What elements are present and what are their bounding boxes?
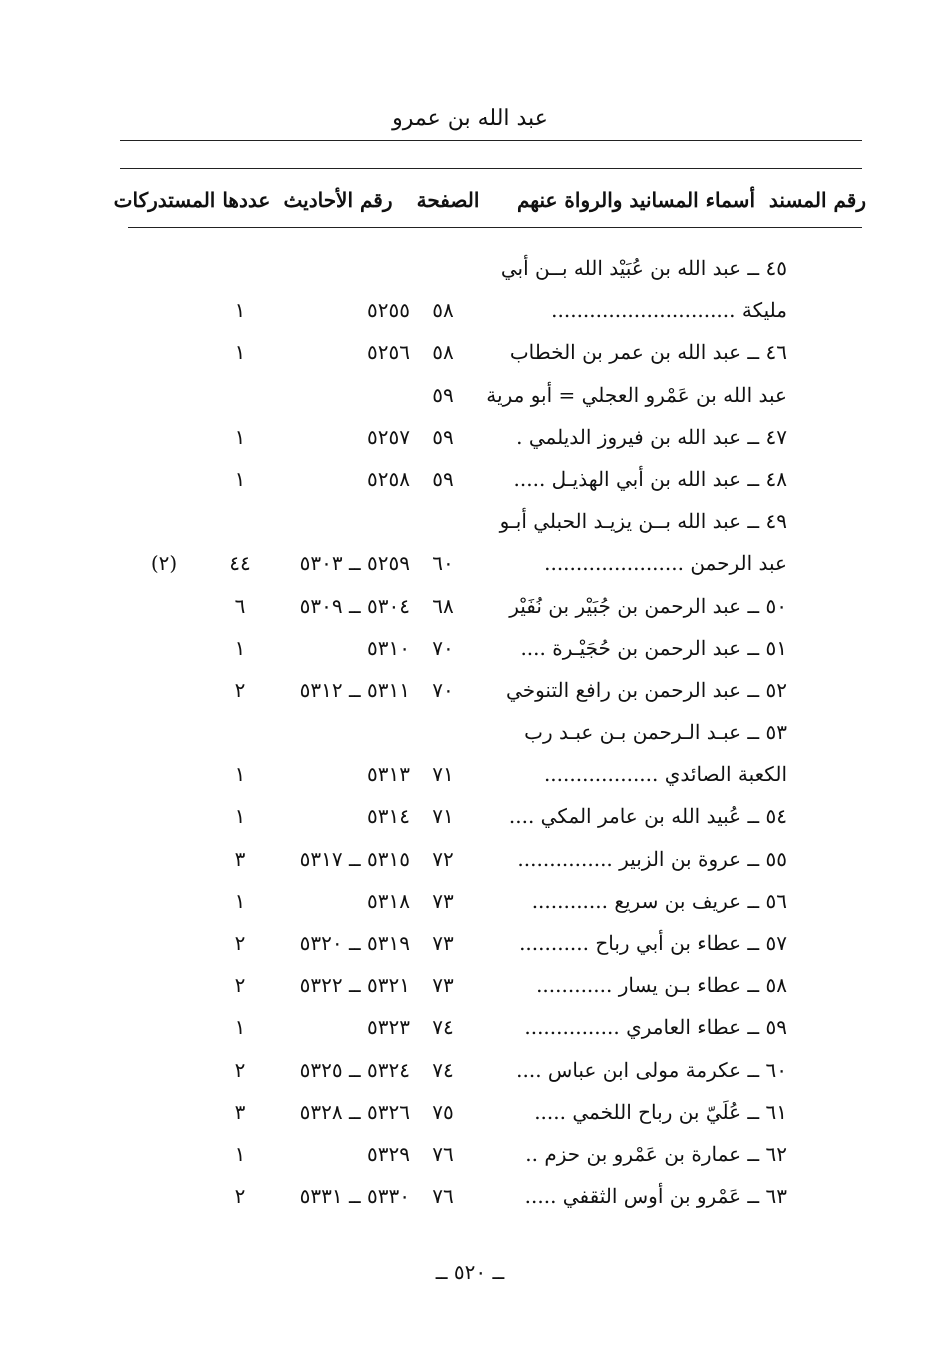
header-rule-bottom xyxy=(120,168,862,169)
table-row xyxy=(0,248,940,290)
row-hadith-numbers: ٥٣١٥ ــ ٥٣١٧ xyxy=(299,846,410,871)
column-header-count-mustadrakat: عددها المستدركات xyxy=(113,188,271,212)
table-row xyxy=(0,417,940,459)
row-name: ٤٧ ــ عبد الله بن فيروز الديلمي . xyxy=(516,424,787,449)
table-row xyxy=(0,459,940,501)
row-page: ٧٤ xyxy=(432,1015,454,1040)
row-count: ٢ xyxy=(234,1184,246,1209)
row-count: ١ xyxy=(234,466,246,491)
row-name: ٥١ ــ عبد الرحمن بن حُجَيْـرة .... xyxy=(520,635,787,660)
row-page: ٥٩ xyxy=(432,466,454,491)
row-name: ٤٥ ــ عبد الله بن عُبَيْد الله بــن أبي xyxy=(500,256,787,280)
row-name: عبد الله بن عَمْرو العجلي = أبو مرية xyxy=(486,382,787,407)
table-row xyxy=(0,290,940,332)
row-name: ٦٣ ــ عَمْرو بن أوس الثقفي ..... xyxy=(524,1184,787,1209)
table-row xyxy=(0,1050,940,1092)
table-row xyxy=(0,332,940,374)
row-name: ٤٨ ــ عبد الله بن أبي الهذيـل ..... xyxy=(513,466,787,491)
table-row xyxy=(0,839,940,881)
row-hadith-numbers: ٥٣٢١ ــ ٥٣٢٢ xyxy=(299,973,410,998)
row-hadith-numbers: ٥٣١٣ xyxy=(367,762,410,787)
row-page: ٧٥ xyxy=(432,1099,454,1124)
row-name: ٥٦ ــ عريف بن سريع ............ xyxy=(531,888,787,913)
table-row xyxy=(0,375,940,417)
row-hadith-numbers: ٥٣١٨ xyxy=(367,888,410,913)
row-hadith-numbers: ٥٣١١ ــ ٥٣١٢ xyxy=(299,677,410,702)
table-row xyxy=(0,543,940,585)
row-hadith-numbers: ٥٢٥٧ xyxy=(367,424,410,449)
row-page: ٥٨ xyxy=(432,340,454,365)
row-hadith-numbers: ٥٣٠٤ ــ ٥٣٠٩ xyxy=(299,593,410,618)
row-page: ٧٤ xyxy=(432,1057,454,1082)
page-number: ــ ٥٢٠ ــ xyxy=(435,1260,505,1284)
row-count: ٦ xyxy=(234,593,246,618)
row-count: ١ xyxy=(234,762,246,787)
row-hadith-numbers: ٥٢٥٩ ــ ٥٣٠٣ xyxy=(299,551,410,576)
row-name: ٦٠ ــ عكرمة مولى ابن عباس .... xyxy=(516,1057,787,1082)
row-page: ٧٣ xyxy=(432,931,454,955)
page-title: عبد الله بن عمرو xyxy=(392,106,548,131)
row-page: ٧٣ xyxy=(432,973,454,998)
row-name: ٥٤ ــ عُبيد الله بن عامر المكي .... xyxy=(508,804,787,829)
row-hadith-numbers: ٥٢٥٥ xyxy=(367,298,410,323)
column-header-musnad-no: رقم المسند xyxy=(768,188,866,212)
row-mustadrakat: (٢) xyxy=(150,551,178,576)
row-page: ٧٦ xyxy=(432,1141,454,1166)
row-hadith-numbers: ٥٢٥٨ xyxy=(367,466,410,491)
row-page: ٥٩ xyxy=(432,382,454,407)
row-hadith-numbers: ٥٢٥٦ xyxy=(367,340,410,365)
row-name: عبد الرحمن ...................... xyxy=(544,551,787,576)
table-row xyxy=(0,670,940,712)
column-header-hadith-numbers: رقم الأحاديث xyxy=(283,188,393,212)
table-row xyxy=(0,923,940,965)
column-header-names: أسماء المسانيد والرواة عنهم xyxy=(516,188,755,212)
table-row xyxy=(0,501,940,543)
row-hadith-numbers: ٥٣١٠ xyxy=(367,635,410,660)
row-hadith-numbers: ٥٣١٩ ــ ٥٣٢٠ xyxy=(299,931,410,955)
row-name: ٥٣ ــ عبـد الـرحمن بـن عبـد رب xyxy=(524,720,787,745)
row-name: ٥٠ ــ عبد الرحمن بن جُبَيْر بن نُفَيْر xyxy=(509,593,787,618)
column-header-page: الصفحة xyxy=(416,188,480,212)
table-row xyxy=(0,1176,940,1218)
row-name: ٦٢ ــ عمارة بن عَمْرو بن حزم .. xyxy=(525,1141,787,1166)
row-page: ٧٦ xyxy=(432,1184,454,1209)
row-name: ٥٥ ــ عروة بن الزبير ............... xyxy=(517,846,787,871)
table-row xyxy=(0,628,940,670)
column-header-rule xyxy=(128,227,862,228)
table-row xyxy=(0,965,940,1007)
row-hadith-numbers: ٥٣٢٦ ــ ٥٣٢٨ xyxy=(299,1099,410,1124)
row-page: ٧٢ xyxy=(432,846,454,871)
row-page: ٦٠ xyxy=(432,551,454,576)
row-name: ٤٦ ــ عبد الله بن عمر بن الخطاب xyxy=(509,340,787,365)
row-count: ١ xyxy=(234,1015,246,1040)
row-name: ٥٢ ــ عبد الرحمن بن رافع التنوخي xyxy=(506,677,787,702)
table-row xyxy=(0,586,940,628)
row-hadith-numbers: ٥٣٢٤ ــ ٥٣٢٥ xyxy=(299,1057,410,1082)
row-count: ٢ xyxy=(234,677,246,702)
row-name: ٥٧ ــ عطاء بن أبي رباح ........... xyxy=(519,931,787,955)
row-page: ٥٨ xyxy=(432,298,454,323)
row-page: ٧٠ xyxy=(432,677,454,702)
row-count: ١ xyxy=(234,340,246,365)
table-row xyxy=(0,712,940,754)
row-page: ٦٨ xyxy=(432,593,454,618)
row-page: ٧٠ xyxy=(432,635,454,660)
table-row xyxy=(0,796,940,838)
row-count: ١ xyxy=(234,888,246,913)
table-row xyxy=(0,1134,940,1176)
row-count: ٢ xyxy=(234,1057,246,1082)
row-name: مليكة ............................. xyxy=(551,298,787,323)
row-page: ٧٣ xyxy=(432,888,454,913)
row-name: ٤٩ ــ عبد الله بــن يزيـد الحبلي أبـو xyxy=(499,509,787,534)
row-hadith-numbers: ٥٣١٤ xyxy=(367,804,410,829)
row-count: ٣ xyxy=(234,1099,246,1124)
row-name: ٥٨ ــ عطاء بـن يسار ............ xyxy=(536,973,787,998)
row-name: الكعبة الصائدي .................. xyxy=(543,762,787,787)
row-hadith-numbers: ٥٣٢٩ xyxy=(367,1141,410,1166)
row-name: ٥٩ ــ عطاء العامري ............... xyxy=(524,1015,787,1040)
table-row xyxy=(0,881,940,923)
row-page: ٥٩ xyxy=(432,424,454,449)
row-count: ١ xyxy=(234,1141,246,1166)
row-count: ٤٤ xyxy=(229,551,251,576)
header-rule-top xyxy=(120,140,862,141)
row-name: ٦١ ــ عُلَيّ بن رباح اللخمي ..... xyxy=(534,1099,787,1124)
row-count: ٢ xyxy=(234,931,246,955)
row-count: ١ xyxy=(234,298,246,323)
table-row xyxy=(0,754,940,796)
index-table xyxy=(0,248,940,1218)
row-page: ٧١ xyxy=(432,804,454,829)
table-row xyxy=(0,1092,940,1134)
row-hadith-numbers: ٥٣٢٣ xyxy=(367,1015,410,1040)
row-count: ٣ xyxy=(234,846,246,871)
row-count: ١ xyxy=(234,635,246,660)
row-hadith-numbers: ٥٣٣٠ ــ ٥٣٣١ xyxy=(299,1184,410,1209)
row-count: ٢ xyxy=(234,973,246,998)
table-row xyxy=(0,1007,940,1049)
row-page: ٧١ xyxy=(432,762,454,787)
row-count: ١ xyxy=(234,804,246,829)
row-count: ١ xyxy=(234,424,246,449)
